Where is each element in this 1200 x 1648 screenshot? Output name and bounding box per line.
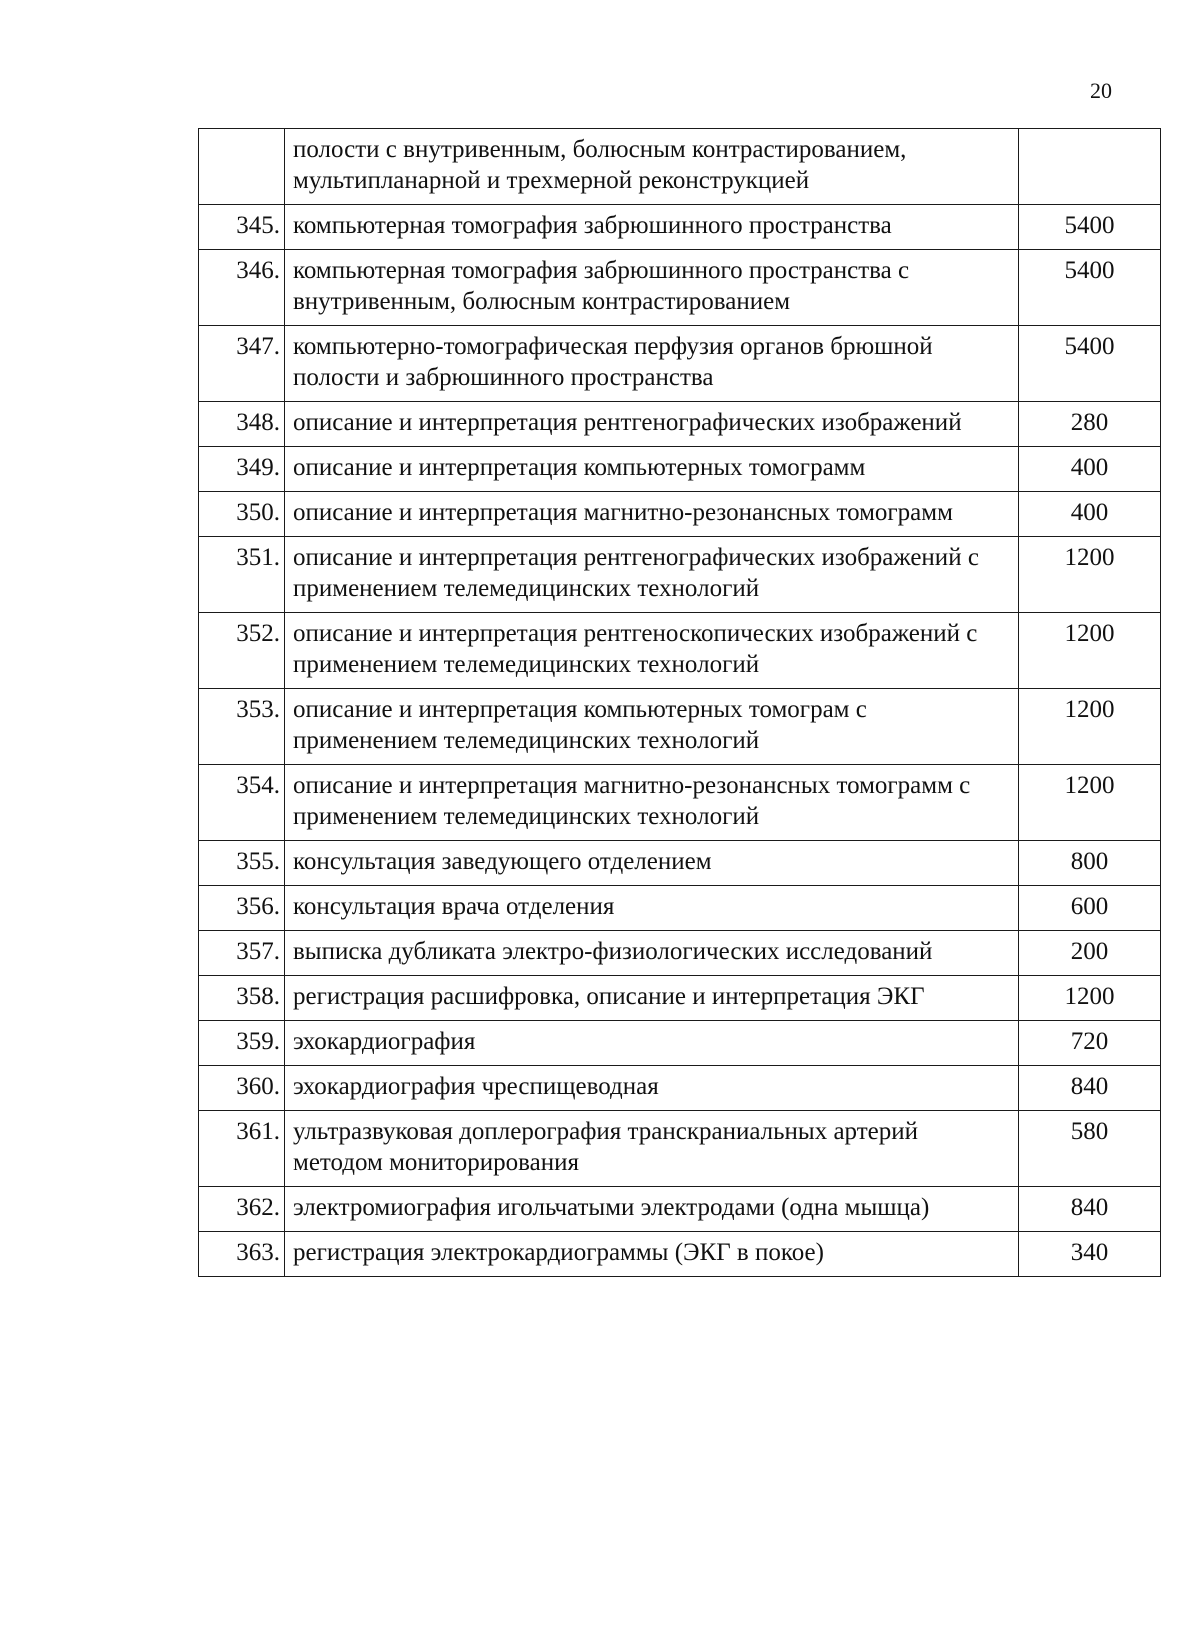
row-number: 354. <box>199 765 285 841</box>
service-name: ультразвуковая доплерография транскраниальных артерий методом мониторирования <box>285 1111 1019 1187</box>
service-name: консультация врача отделения <box>285 886 1019 931</box>
service-name: описание и интерпретация компьютерных томограм с применением телемедицинских технологий <box>285 689 1019 765</box>
service-price <box>1019 129 1161 205</box>
service-name: компьютерно-томографическая перфузия органов брюшной полости и забрюшинного пространства <box>285 326 1019 402</box>
table-row <box>199 447 1161 492</box>
table-row <box>199 886 1161 931</box>
service-name: электромиография игольчатыми электродами (одна мышца) <box>285 1187 1019 1232</box>
row-number: 352. <box>199 613 285 689</box>
row-number: 363. <box>199 1232 285 1277</box>
table-row <box>199 1111 1161 1187</box>
service-name: регистрация расшифровка, описание и интерпретация ЭКГ <box>285 976 1019 1021</box>
row-number: 346. <box>199 250 285 326</box>
service-name: описание и интерпретация рентгеноскопических изображений с применением телемедицинских технологий <box>285 613 1019 689</box>
row-number: 353. <box>199 689 285 765</box>
service-price: 200 <box>1019 931 1161 976</box>
service-name: выписка дубликата электро-физиологических исследований <box>285 931 1019 976</box>
table-row <box>199 1232 1161 1277</box>
service-name: эхокардиография чреспищеводная <box>285 1066 1019 1111</box>
service-price: 720 <box>1019 1021 1161 1066</box>
row-number: 347. <box>199 326 285 402</box>
row-number <box>199 129 285 205</box>
service-name: эхокардиография <box>285 1021 1019 1066</box>
row-number: 356. <box>199 886 285 931</box>
row-number: 349. <box>199 447 285 492</box>
service-price: 1200 <box>1019 613 1161 689</box>
service-name: описание и интерпретация магнитно-резонансных томограмм <box>285 492 1019 537</box>
service-price: 840 <box>1019 1066 1161 1111</box>
service-name: описание и интерпретация рентгенографических изображений <box>285 402 1019 447</box>
service-price: 1200 <box>1019 689 1161 765</box>
table-row <box>199 841 1161 886</box>
row-number: 350. <box>199 492 285 537</box>
service-price: 5400 <box>1019 250 1161 326</box>
table-row <box>199 537 1161 613</box>
service-price: 5400 <box>1019 326 1161 402</box>
service-price: 280 <box>1019 402 1161 447</box>
service-price: 580 <box>1019 1111 1161 1187</box>
service-name: полости с внутривенным, болюсным контрастированием, мультипланарной и трехмерной реконструкцией <box>285 129 1019 205</box>
table-row <box>199 129 1161 205</box>
service-price: 400 <box>1019 492 1161 537</box>
row-number: 348. <box>199 402 285 447</box>
service-name: описание и интерпретация компьютерных томограмм <box>285 447 1019 492</box>
row-number: 345. <box>199 205 285 250</box>
service-price: 340 <box>1019 1232 1161 1277</box>
service-name: консультация заведующего отделением <box>285 841 1019 886</box>
service-price: 1200 <box>1019 537 1161 613</box>
service-price: 1200 <box>1019 976 1161 1021</box>
table-row <box>199 976 1161 1021</box>
row-number: 351. <box>199 537 285 613</box>
service-price: 600 <box>1019 886 1161 931</box>
row-number: 360. <box>199 1066 285 1111</box>
service-price: 840 <box>1019 1187 1161 1232</box>
table-row <box>199 1187 1161 1232</box>
service-name: описание и интерпретация рентгенографических изображений с применением телемедицинских технологий <box>285 537 1019 613</box>
table-row <box>199 402 1161 447</box>
table-row <box>199 689 1161 765</box>
page-number: 20 <box>1090 78 1112 103</box>
table-row <box>199 326 1161 402</box>
service-name: компьютерная томография забрюшинного пространства с внутривенным, болюсным контрастированием <box>285 250 1019 326</box>
service-name: компьютерная томография забрюшинного пространства <box>285 205 1019 250</box>
table-row <box>199 492 1161 537</box>
service-price: 5400 <box>1019 205 1161 250</box>
row-number: 355. <box>199 841 285 886</box>
row-number: 361. <box>199 1111 285 1187</box>
row-number: 358. <box>199 976 285 1021</box>
row-number: 362. <box>199 1187 285 1232</box>
table-row <box>199 931 1161 976</box>
table-row <box>199 1021 1161 1066</box>
service-price: 800 <box>1019 841 1161 886</box>
row-number: 357. <box>199 931 285 976</box>
service-name: описание и интерпретация магнитно-резонансных томограмм с применением телемедицинских технологий <box>285 765 1019 841</box>
table-row <box>199 765 1161 841</box>
price-list-table <box>198 128 1161 1277</box>
table-row <box>199 613 1161 689</box>
row-number: 359. <box>199 1021 285 1066</box>
service-name: регистрация электрокардиограммы (ЭКГ в покое) <box>285 1232 1019 1277</box>
service-price: 1200 <box>1019 765 1161 841</box>
table-row <box>199 250 1161 326</box>
table-row <box>199 1066 1161 1111</box>
table-row <box>199 205 1161 250</box>
service-price: 400 <box>1019 447 1161 492</box>
